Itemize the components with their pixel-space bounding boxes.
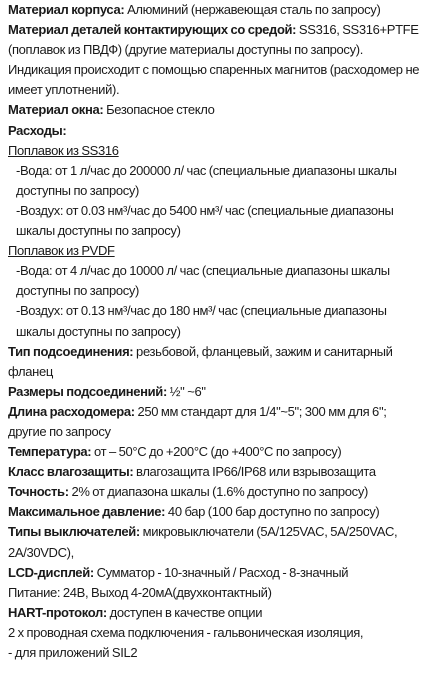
hart-protocol-value: доступен в качестве опции <box>106 604 263 620</box>
meter-length-value: 250 мм стандарт для 1/4"~5"; 300 мм для 6"; другие по запросу <box>8 403 387 439</box>
accuracy-value: 2% от диапазона шкалы (1.6% доступно по запросу) <box>68 484 368 500</box>
protection-class-label: Класс влагозащиты: <box>8 464 134 480</box>
connection-type-value: резьбовой, фланцевый, зажим и санитарный фланец <box>8 343 393 379</box>
accuracy-row <box>8 482 425 502</box>
temperature-row <box>8 442 425 462</box>
window-material-row <box>8 100 425 120</box>
housing-material-row <box>8 0 425 20</box>
temperature-value: от – 50°С до +200°С (до +400°С по запросу) <box>91 444 342 460</box>
hart-protocol-row <box>8 603 425 623</box>
lcd-display-row <box>8 563 425 583</box>
max-pressure-value: 40 бар (100 бар доступно по запросу) <box>165 504 380 520</box>
flow-rates-label: Расходы: <box>8 122 67 138</box>
hart-protocol-label: HART-протокол: <box>8 604 107 620</box>
flow-rates-heading <box>8 121 425 141</box>
protection-class-row <box>8 462 425 482</box>
lcd-display-value: Сумматор - 10-значный / Расход - 8-значный <box>93 564 349 580</box>
ss316-air-range: -Воздух: от 0.03 нм³/час до 5400 нм³/ час (специальные диапазоны шкалы доступны по запросу) <box>16 202 394 239</box>
wiring-row: 2 х проводная схема подключения - гальвоническая изоляция, - для приложений SIL2 <box>8 624 364 660</box>
protection-class-value: влагозащита IP66/IP68 или взрывозащита <box>133 464 376 480</box>
ss316-float-heading: Поплавок из SS316 <box>8 142 119 158</box>
connection-sizes-value: ½" ~6" <box>166 383 206 399</box>
connection-type-label: Тип подсоединения: <box>8 343 134 359</box>
wetted-parts-material-label: Материал деталей контактирующих со средой: <box>8 22 297 38</box>
housing-material-label: Материал корпуса: <box>8 2 125 17</box>
window-material-label: Материал окна: <box>8 102 104 118</box>
switch-types-value: микровыключатели (5A/125VAC, 5A/250VAC, 2A/30VDC), <box>8 524 398 560</box>
wetted-parts-material-row <box>8 20 425 100</box>
meter-length-row <box>8 402 425 442</box>
wetted-parts-material-value: SS316, SS316+PTFE (поплавок из ПВДФ) (другие материалы доступны по запросу). Индикация происходит с помощью спаренных магнитов (расходомер не имеет уплотнений). <box>8 22 420 98</box>
max-pressure-row <box>8 502 425 522</box>
temperature-label: Температура: <box>8 444 92 460</box>
housing-material-value: Алюминий (нержавеющая сталь по запросу) <box>124 2 381 17</box>
power-output-row: Питание: 24В, Выход 4-20мА(двухконтактный) <box>8 584 272 600</box>
window-material-value: Безопасное стекло <box>103 102 215 118</box>
accuracy-label: Точность: <box>8 484 69 500</box>
pvdf-water-range: -Вода: от 4 л/час до 10000 л/ час (специальные диапазоны шкалы доступны по запросу) <box>16 263 390 299</box>
meter-length-label: Длина расходомера: <box>8 403 135 419</box>
connection-sizes-label: Размеры подсоединений: <box>8 383 167 399</box>
ss316-water-range: -Вода: от 1 л/час до 200000 л/ час (специальные диапазоны шкалы доступны по запросу) <box>16 162 397 198</box>
connection-type-row <box>8 342 425 382</box>
pvdf-float-heading: Поплавок из PVDF <box>8 243 115 259</box>
connection-sizes-row <box>8 382 425 402</box>
max-pressure-label: Максимальное давление: <box>8 504 166 520</box>
pvdf-air-range: -Воздух: от 0.13 нм³/час до 180 нм³/ час (специальные диапазоны шкалы доступны по запросу) <box>16 303 387 339</box>
switch-types-label: Типы выключателей: <box>8 524 140 540</box>
lcd-display-label: LCD-дисплей: <box>8 564 94 580</box>
switch-types-row <box>8 522 425 562</box>
